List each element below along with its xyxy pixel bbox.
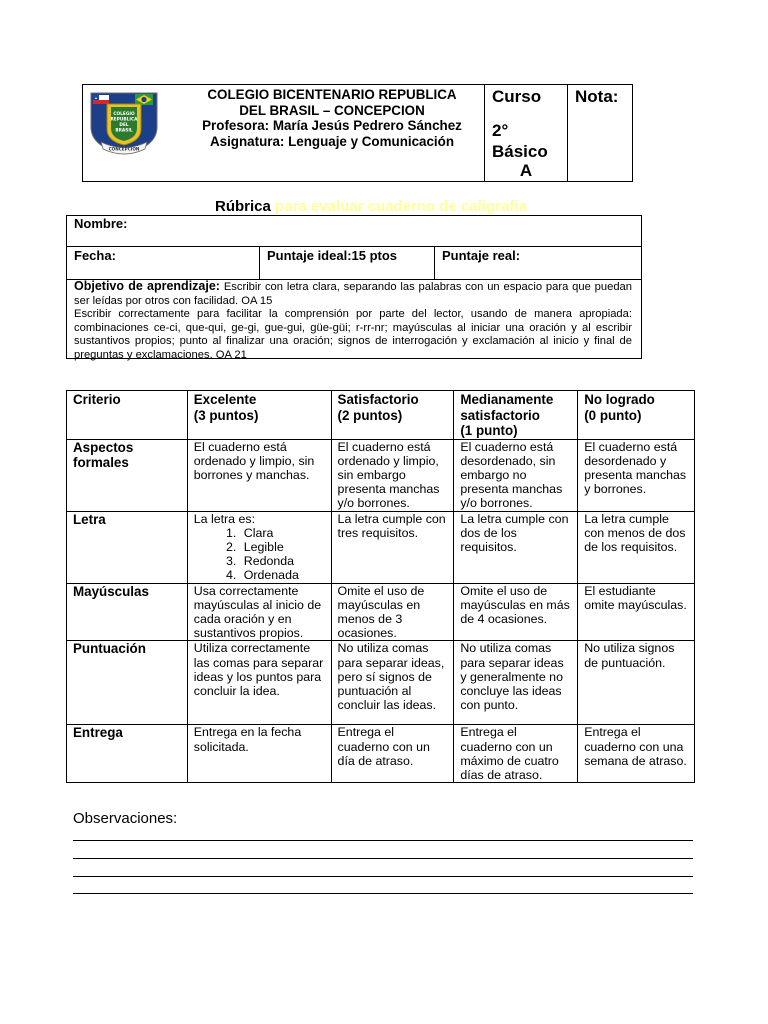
header-criterio xyxy=(67,391,188,440)
medianamente-cell: Entrega el cuaderno con un máximo de cuatro días de atraso. xyxy=(454,725,578,783)
ideal-score-label: Puntaje ideal:15 ptos xyxy=(267,248,398,263)
header-text: No logrado xyxy=(584,392,655,407)
crest-text: COLEGIO xyxy=(113,112,135,117)
criterion-cell: Mayúsculas xyxy=(67,583,188,641)
objective-label: Objetivo de aprendizaje: xyxy=(74,279,220,293)
objective-text xyxy=(74,280,632,362)
table-row xyxy=(67,725,695,783)
criterion-cell: Entrega xyxy=(67,725,188,783)
no-logrado-cell: No utiliza signos de puntuación. xyxy=(578,641,695,725)
name-label: Nombre: xyxy=(74,216,128,231)
table-row xyxy=(67,583,695,641)
letter-intro: La letra es: xyxy=(193,511,256,526)
no-logrado-cell: El cuaderno está desordenado y presenta manchas y borrones. xyxy=(578,439,695,511)
teacher-name: Profesora: María Jesús Pedrero Sánchez xyxy=(202,118,462,134)
header-medianamente xyxy=(454,391,578,440)
score-row xyxy=(67,247,641,280)
real-score-label: Puntaje real: xyxy=(442,248,521,263)
course-cell xyxy=(485,85,568,181)
grade-label: Nota: xyxy=(575,87,619,106)
header-text: Criterio xyxy=(73,392,121,407)
rubric-title-rest: para evaluar cuaderno de caligrafía xyxy=(275,198,527,215)
ideal-score-field xyxy=(260,247,435,279)
header-text: satisfactorio xyxy=(460,407,540,423)
header-text: Excelente xyxy=(193,392,257,407)
observation-line[interactable] xyxy=(73,893,693,894)
header-points: (2 puntos) xyxy=(337,407,403,423)
subject-name: Asignatura: Lenguaje y Comunicación xyxy=(209,133,455,149)
header-box xyxy=(82,84,633,182)
header-satisfactorio xyxy=(331,391,454,440)
excelente-cell: Entrega en la fecha solicitada. xyxy=(187,725,331,783)
header-points: (3 puntos) xyxy=(193,407,259,423)
observations-label: Observaciones: xyxy=(73,810,178,827)
excelente-cell: Utiliza correctamente las comas para separar ideas y los puntos para concluir la idea. xyxy=(187,641,331,725)
excelente-cell: El cuaderno está ordenado y limpio, sin borrones y manchas. xyxy=(187,439,331,511)
objective-oa15: Escribir con letra clara, separando las palabras con un espacio para que puedan ser leídas por otros con facilidad. OA 15 xyxy=(74,281,632,307)
school-crest-icon xyxy=(87,87,161,157)
no-logrado-cell: El estudiante omite mayúsculas. xyxy=(578,583,695,641)
observation-line[interactable] xyxy=(73,858,693,859)
table-row xyxy=(67,641,695,725)
list-item: 1. Clara xyxy=(240,526,325,540)
observation-line[interactable] xyxy=(73,840,693,841)
criterion-cell: Aspectos formales xyxy=(67,439,188,511)
header-excelente xyxy=(187,391,331,440)
school-name-line1: COLEGIO BICENTENARIO REPUBLICA xyxy=(207,87,457,102)
header-text: Satisfactorio xyxy=(337,392,419,407)
table-header-row xyxy=(67,391,695,440)
satisfactorio-cell: Omite el uso de mayúsculas en menos de 3 ocasiones. xyxy=(331,583,454,641)
medianamente-cell: No utiliza comas para separar ideas y generalmente no concluye las ideas con punto. xyxy=(454,641,578,725)
rubric-title xyxy=(215,198,527,215)
crest-text: DEL xyxy=(119,123,129,128)
satisfactorio-cell: El cuaderno está ordenado y limpio, sin embargo presenta manchas y/o borrones. xyxy=(331,439,454,511)
objective-section xyxy=(67,279,641,361)
date-label: Fecha: xyxy=(74,248,116,263)
medianamente-cell: El cuaderno está desordenado, sin embargo no presenta manchas y/o borrones. xyxy=(454,439,578,511)
letter-requirements-list xyxy=(194,526,325,583)
list-item: 3. Redonda xyxy=(240,554,325,568)
header-points: (0 punto) xyxy=(584,407,642,423)
header-no-logrado xyxy=(578,391,695,440)
course-label: Curso xyxy=(492,87,542,106)
name-field[interactable] xyxy=(67,216,641,247)
course-grade: 2° xyxy=(492,121,509,140)
excelente-cell: Usa correctamente mayúsculas al inicio de cada oración y en sustantivos propios. xyxy=(187,583,331,641)
medianamente-cell: La letra cumple con dos de los requisitos. xyxy=(454,511,578,583)
satisfactorio-cell: La letra cumple con tres requisitos. xyxy=(331,511,454,583)
objective-oa21: Escribir correctamente para facilitar la comprensión por parte del lector, usando de manera apropiada: combinaciones ce-ci, que-qui, ge-gi, gue-gui, güe-güi; r-rr-nr; mayúsculas al iniciar una oración y al escribir sustantivos propios; punto al finalizar una oración; signos de interrogación y exclamación al inicio y final de preguntas y exclamaciones. OA 21 xyxy=(74,308,632,361)
criterion-cell: Letra xyxy=(67,511,188,583)
school-info xyxy=(187,87,477,149)
no-logrado-cell: La letra cumple con menos de dos de los requisitos. xyxy=(578,511,695,583)
course-level: Básico xyxy=(492,142,548,161)
header-school-cell xyxy=(83,85,485,181)
header-text: Medianamente xyxy=(460,392,554,407)
real-score-field[interactable] xyxy=(435,247,641,279)
list-item: 4. Ordenada xyxy=(240,568,325,582)
header-points: (1 punto) xyxy=(460,423,518,438)
observation-line[interactable] xyxy=(73,876,693,877)
excelente-cell xyxy=(187,511,331,583)
satisfactorio-cell: Entrega el cuaderno con un día de atraso. xyxy=(331,725,454,783)
crest-text: BRASIL xyxy=(115,128,133,134)
crest-text: REPUBLICA xyxy=(110,117,138,123)
medianamente-cell: Omite el uso de mayúsculas en más de 4 ocasiones. xyxy=(454,583,578,641)
no-logrado-cell: Entrega el cuaderno con una semana de atraso. xyxy=(578,725,695,783)
grade-cell[interactable] xyxy=(568,85,632,181)
list-item: 2. Legible xyxy=(240,540,325,554)
student-info-box xyxy=(66,215,642,359)
table-row xyxy=(67,439,695,511)
school-name-line2: DEL BRASIL – CONCEPCION xyxy=(239,102,425,118)
satisfactorio-cell: No utiliza comas para separar ideas, pero sí signos de puntuación al concluir las ideas. xyxy=(331,641,454,725)
table-row xyxy=(67,511,695,583)
course-section: A xyxy=(519,161,533,180)
rubric-table xyxy=(66,390,695,783)
crest-ribbon-text: CONCEPCION xyxy=(108,146,140,152)
rubric-title-bold: Rúbrica xyxy=(215,198,271,215)
date-field[interactable] xyxy=(67,247,260,279)
criterion-cell: Puntuación xyxy=(67,641,188,725)
